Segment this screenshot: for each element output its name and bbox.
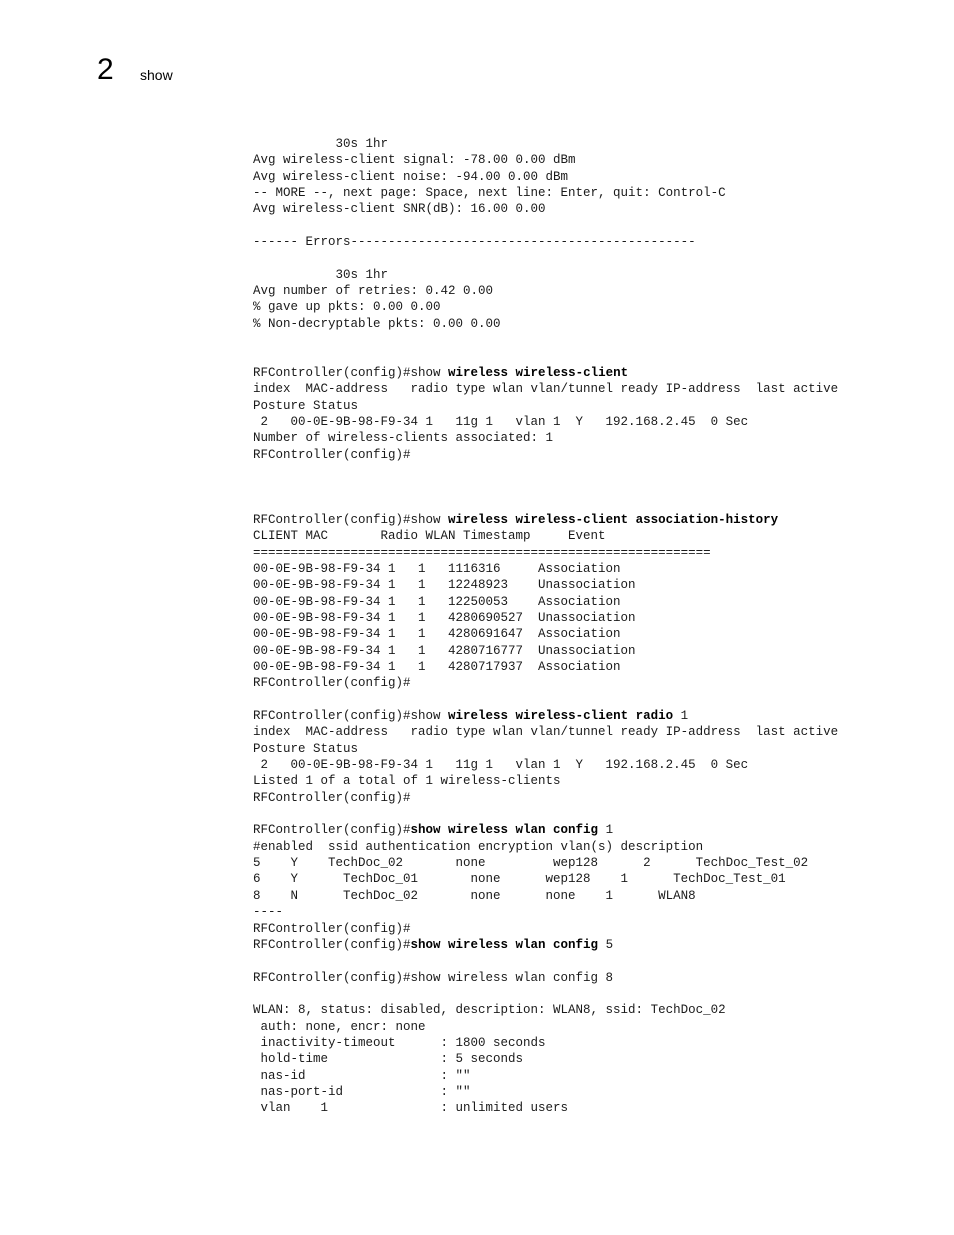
code-line [253, 937, 933, 953]
code-line: ---- [253, 905, 284, 920]
code-line: RFController(config)# [253, 790, 411, 805]
code-text: 1 [673, 709, 689, 724]
command-keyword: wireless wireless-client radio [448, 709, 674, 724]
code-line: Avg wireless-client noise: -94.00 0.00 dBm [253, 169, 569, 184]
code-line: % gave up pkts: 0.00 0.00 [253, 300, 441, 315]
code-text: RFController(config)#show [253, 512, 449, 527]
code-line: 00-0E-9B-98-F9-34 1 1 1116316 Association [253, 561, 621, 576]
code-line: hold-time : 5 seconds [253, 1052, 524, 1067]
code-line: RFController(config)# [253, 447, 411, 462]
code-text: RFController(config)#show [253, 365, 449, 380]
code-line [253, 365, 933, 381]
page-header [0, 0, 954, 100]
code-line: RFController(config)# [253, 921, 411, 936]
code-line: 00-0E-9B-98-F9-34 1 1 4280690527 Unassociation [253, 610, 636, 625]
code-line: Avg number of retries: 0.42 0.00 [253, 284, 494, 299]
code-line [253, 806, 933, 822]
code-line: RFController(config)#show wireless wlan config 8 [253, 970, 614, 985]
code-line: 6 Y TechDoc_01 none wep128 1 TechDoc_Test_01 [253, 872, 786, 887]
code-text: 5 [598, 937, 614, 952]
code-line: 2 00-0E-9B-98-F9-34 1 11g 1 vlan 1 Y 192.168.2.45 0 Sec [253, 758, 749, 773]
code-line: nas-port-id : "" [253, 1084, 471, 1099]
code-line: #enabled ssid authentication encryption vlan(s) description [253, 839, 704, 854]
cli-output-block [253, 136, 933, 1117]
code-line: -- MORE --, next page: Space, next line: Enter, quit: Control-C [253, 186, 726, 201]
code-line [253, 218, 933, 234]
code-line: CLIENT MAC Radio WLAN Timestamp Event [253, 529, 606, 544]
code-line: index MAC-address radio type wlan vlan/tunnel ready IP-address last active [253, 725, 839, 740]
code-line: WLAN: 8, status: disabled, description: WLAN8, ssid: TechDoc_02 [253, 1003, 726, 1018]
code-line: ============================================================= [253, 545, 711, 560]
code-line: nas-id : "" [253, 1068, 471, 1083]
code-line: 00-0E-9B-98-F9-34 1 1 4280691647 Association [253, 627, 621, 642]
code-line: 30s 1hr [253, 137, 389, 151]
code-line: 00-0E-9B-98-F9-34 1 1 12248923 Unassociation [253, 578, 636, 593]
code-line: Avg wireless-client SNR(dB): 16.00 0.00 [253, 202, 546, 217]
code-line [253, 348, 933, 364]
code-text: RFController(config)# [253, 937, 411, 952]
code-line [253, 692, 933, 708]
code-line: Posture Status [253, 741, 359, 756]
code-line [253, 822, 933, 838]
command-keyword: wireless wireless-client [448, 365, 629, 380]
code-line [253, 496, 933, 512]
command-keyword: wireless wireless-client association-history [448, 512, 779, 527]
command-keyword: show wireless wlan config [410, 937, 599, 952]
section-title: show [140, 67, 173, 83]
code-line [253, 250, 933, 266]
code-line [253, 332, 933, 348]
code-text: RFController(config)# [253, 823, 411, 838]
code-line: Posture Status [253, 398, 359, 413]
code-line: inactivity-timeout : 1800 seconds [253, 1035, 546, 1050]
code-text: RFController(config)#show [253, 709, 449, 724]
code-line: 00-0E-9B-98-F9-34 1 1 12250053 Association [253, 594, 621, 609]
code-text: 1 [598, 823, 614, 838]
code-line: Avg wireless-client signal: -78.00 0.00 dBm [253, 153, 576, 168]
code-line: Number of wireless-clients associated: 1 [253, 431, 554, 446]
code-line [253, 986, 933, 1002]
code-line: 30s 1hr [253, 267, 389, 282]
code-line: 5 Y TechDoc_02 none wep128 2 TechDoc_Test_02 [253, 856, 809, 871]
code-line: 00-0E-9B-98-F9-34 1 1 4280717937 Association [253, 660, 621, 674]
code-line: 00-0E-9B-98-F9-34 1 1 4280716777 Unassociation [253, 643, 636, 658]
code-line [253, 463, 933, 479]
code-line: % Non-decryptable pkts: 0.00 0.00 [253, 316, 501, 331]
code-line [253, 512, 933, 528]
code-line [253, 479, 933, 495]
code-line: ------ Errors---------------------------------------------- [253, 235, 696, 250]
code-line: auth: none, encr: none [253, 1019, 426, 1034]
command-keyword: show wireless wlan config [410, 823, 599, 838]
chapter-number: 2 [97, 53, 114, 86]
code-line: Listed 1 of a total of 1 wireless-clients [253, 774, 561, 789]
code-line [253, 953, 933, 969]
code-line: 8 N TechDoc_02 none none 1 WLAN8 [253, 888, 696, 903]
code-line: 2 00-0E-9B-98-F9-34 1 11g 1 vlan 1 Y 192.168.2.45 0 Sec [253, 414, 749, 429]
code-line: vlan 1 : unlimited users [253, 1101, 569, 1116]
code-line [253, 708, 933, 724]
code-line: RFController(config)# [253, 676, 411, 691]
code-line: index MAC-address radio type wlan vlan/tunnel ready IP-address last active [253, 382, 839, 397]
